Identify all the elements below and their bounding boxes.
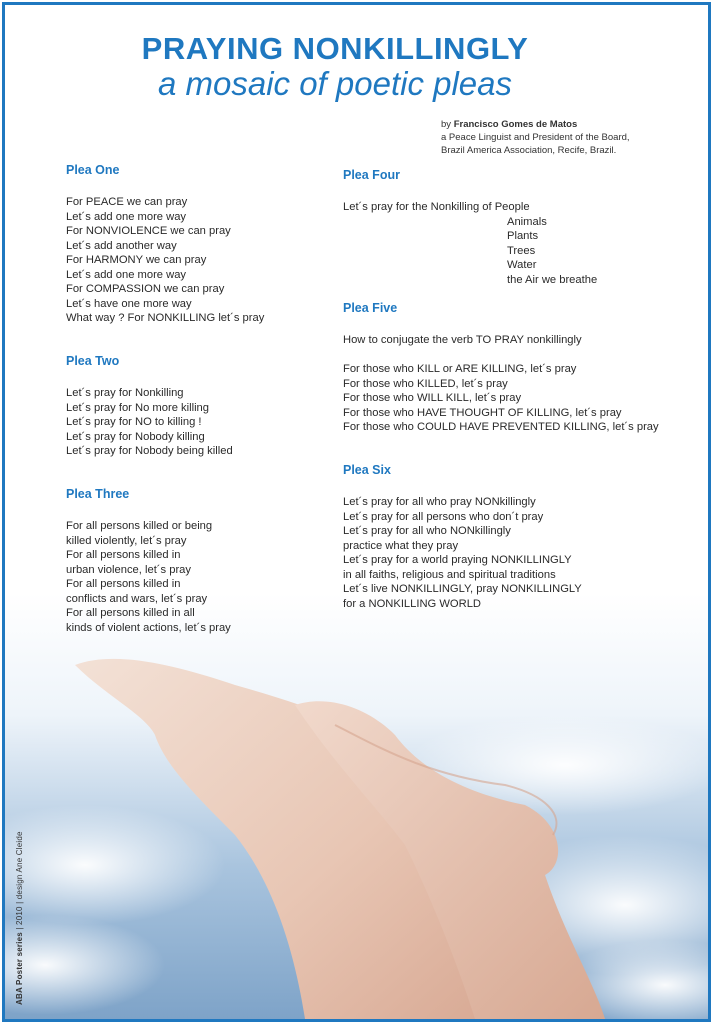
plea-four <box>343 168 597 287</box>
poem-line: Let´s pray for all persons who don´t pray <box>343 510 544 523</box>
poem-line: For NONVIOLENCE we can pray <box>66 225 231 237</box>
poem-line: For PEACE we can pray <box>66 196 188 208</box>
poem-line: Let´s live NONKILLINGLY, pray NONKILLINGLY <box>343 583 582 595</box>
plea-one <box>66 163 264 326</box>
byline-prefix: by <box>441 119 452 130</box>
poem-line: For those who COULD HAVE PREVENTED KILLING, let´s pray <box>343 421 659 433</box>
poem-line: Let´s pray for Nonkilling <box>66 387 184 399</box>
poem-line: Let´s pray for the Nonkilling of People <box>343 201 530 213</box>
plea-five <box>343 301 659 435</box>
poster-subtitle: a mosaic of poetic pleas <box>157 65 513 102</box>
poem-line: killed violently, let´s pray <box>66 534 187 547</box>
plea-heading: Plea Two <box>66 354 120 368</box>
poem-line: Water <box>507 259 537 271</box>
poem-line: For those who HAVE THOUGHT OF KILLING, let´s pray <box>343 406 622 419</box>
plea-six <box>343 463 582 611</box>
poem-line: urban violence, let´s pray <box>66 563 191 576</box>
credit-series: ABA Poster series <box>15 932 24 1005</box>
poem-line: Let´s pray for Nobody being killed <box>66 445 233 457</box>
poster-frame <box>2 2 711 1022</box>
poem-line: Let´s add one more way <box>66 210 187 223</box>
poem-line: Let´s add one more way <box>66 268 187 281</box>
plea-heading: Plea Three <box>66 487 130 501</box>
poem-line: Let´s add another way <box>66 239 177 252</box>
poem-line: Let´s pray for a world praying NONKILLINGLY <box>343 554 572 566</box>
poem-line: Let´s have one more way <box>66 297 192 310</box>
poem-line: Plants <box>507 230 539 242</box>
poem-line: in all faiths, religious and spiritual traditions <box>343 568 556 581</box>
poem-line: For all persons killed in all <box>66 607 195 619</box>
poem-line: For COMPASSION we can pray <box>66 283 225 295</box>
plea-heading: Plea Four <box>343 168 400 182</box>
credit-year: 2010 <box>15 906 24 925</box>
poem-line: the Air we breathe <box>507 273 598 286</box>
poem-line: Let´s pray for No more killing <box>66 401 210 414</box>
poem-line: For those who WILL KILL, let´s pray <box>343 392 522 404</box>
plea-three <box>66 487 231 635</box>
poem-line: Let´s pray for Nobody killing <box>66 430 205 443</box>
credit-design: design Ane Cleide <box>15 831 24 900</box>
plea-heading: Plea Five <box>343 301 398 315</box>
poem-line: For those who KILLED, let´s pray <box>343 377 508 390</box>
plea-heading: Plea Six <box>343 463 391 477</box>
poem-line: For HARMONY we can pray <box>66 254 207 266</box>
poem-line: for a NONKILLING WORLD <box>343 597 482 610</box>
poem-line: For all persons killed in <box>66 549 181 561</box>
byline-author: Francisco Gomes de Matos <box>453 119 578 130</box>
poem-line: kinds of violent actions, let´s pray <box>66 621 231 634</box>
poem-line: Let´s pray for all who pray NONkillingly <box>343 496 536 508</box>
byline-role: a Peace Linguist and President of the Board, <box>441 132 630 143</box>
plea-heading: Plea One <box>66 163 120 177</box>
plea-two <box>66 354 233 459</box>
byline <box>441 118 630 157</box>
byline-affiliation: Brazil America Association, Recife, Brazil. <box>441 145 617 156</box>
poem-line: What way ? For NONKILLING let´s pray <box>66 312 265 324</box>
poem-line: How to conjugate the verb TO PRAY nonkillingly <box>343 334 582 346</box>
poem-line: Animals <box>507 215 547 228</box>
poem-line: For all persons killed in <box>66 578 181 590</box>
poster-credit: ABA Poster series | 2010 | design Ane Cleide <box>15 831 24 1005</box>
poem-line: Let´s pray for NO to killing ! <box>66 416 202 428</box>
poem-line: Trees <box>507 244 536 257</box>
poem-line: practice what they pray <box>343 539 459 552</box>
poem-line: For all persons killed or being <box>66 520 213 532</box>
poem-line: For those who KILL or ARE KILLING, let´s pray <box>343 363 577 375</box>
poem-line: conflicts and wars, let´s pray <box>66 592 208 605</box>
poem-line: Let´s pray for all who NONkillingly <box>343 525 511 537</box>
poster-title: PRAYING NONKILLINGLY <box>141 31 529 66</box>
